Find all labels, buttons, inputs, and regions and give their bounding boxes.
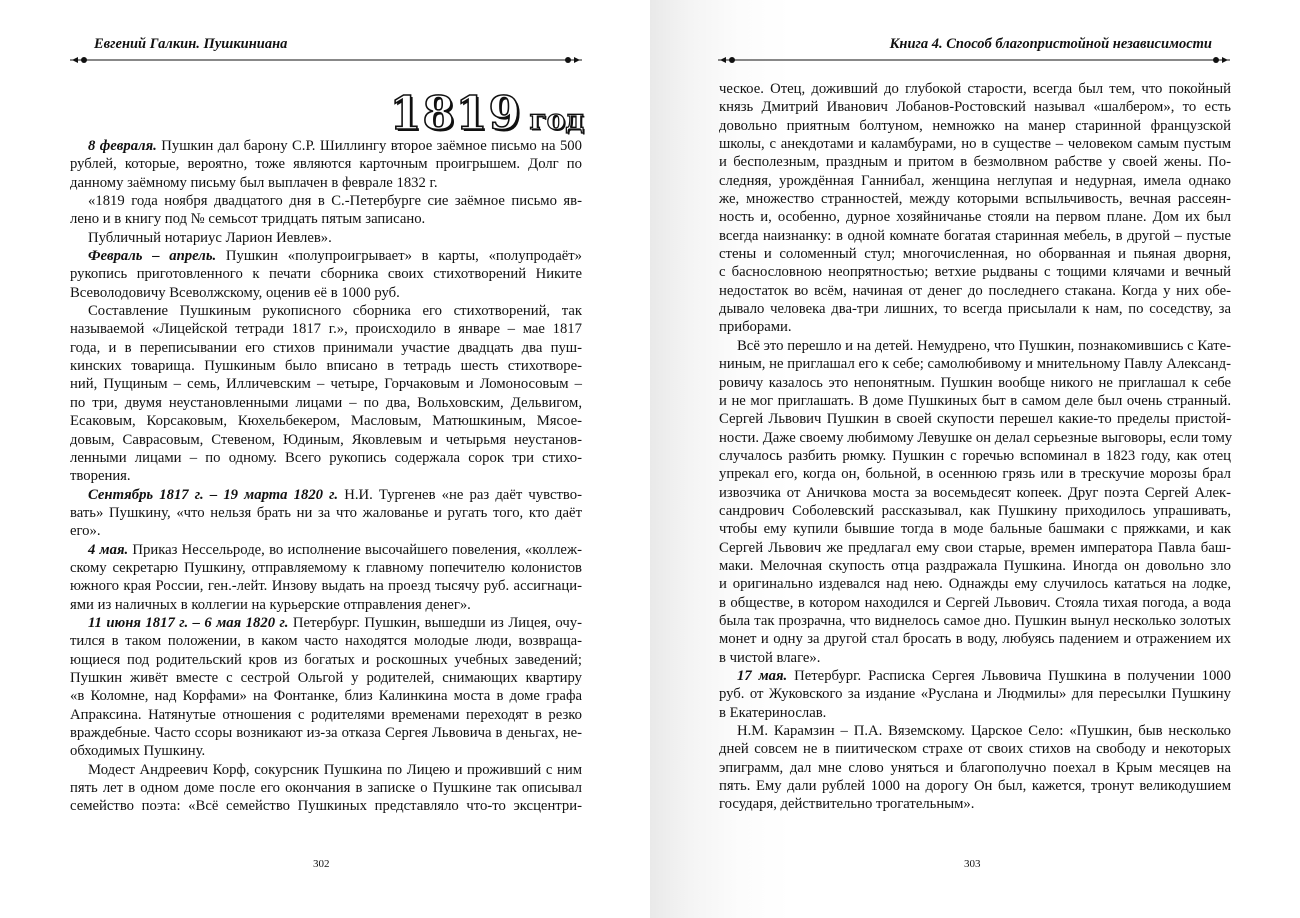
text-segment: стены и соломенный стул; многочисленная, но оборванная и пьяная дворня, [719,246,1231,263]
text-line [719,465,1231,483]
text-line [719,300,1231,318]
text-line [719,649,1231,667]
text-segment: Петербург. Пушкин, вышедши из Лицея, очу- [288,614,582,631]
text-segment: довольно приятным болтуном, немножко на манер старинной французской [719,117,1231,134]
text-line [70,541,582,559]
text-segment: чтобы ему купили бывшие тогда в моде бальные башмаки с пряжками, и как [719,521,1231,538]
text-segment: по три, двумя неустановленными лицами – по два, Вольховским, Дельвигом, [70,394,582,411]
text-segment: сандрович Соболевский рассказывал, как Пушкину приходилось упрашивать, [719,502,1231,519]
text-segment: рукопись приготовленного к печати сборника своих стихотворений Никите [70,266,582,283]
text-segment: довым, Саврасовым, Стевеном, Юдиным, Яковлевым и четырьмя неустанов- [70,431,582,448]
ornamental-rule-icon [718,55,1230,65]
ornamental-rule-icon [70,55,582,65]
text-line [719,447,1231,465]
text-segment: приборами. [719,319,792,336]
text-line [719,575,1231,593]
text-segment: Приказ Нессельроде, во исполнение высочайшего повеления, «коллеж- [128,541,582,558]
text-line [719,245,1231,263]
text-segment: Пушкин живёт вместе с сестрой Ольгой у родителей, снимающих квартиру [70,669,582,686]
text-line [70,137,582,155]
date-heading: 11 июня 1817 г. – 6 мая 1820 г. [88,614,289,631]
text-line [70,651,582,669]
text-segment: «в Коломне, над Корфами» на Фонтанке, близ Калинкина моста в доме графа [70,688,582,705]
text-line [70,706,582,724]
text-line [70,229,582,247]
text-line [70,155,582,173]
text-line [70,614,582,632]
text-line [719,520,1231,538]
text-line [70,596,582,614]
right-page [650,0,1300,918]
text-segment: пять. Ему дали рублей 1000 на дорогу Он был, кажется, тронут великодушием [719,778,1231,795]
text-segment: упрекал его, когда он, больной, в осеннюю грязь или в трескучие морозы брал [719,466,1231,483]
text-segment: скому секретарю Пушкину, отправляемому к главному попечителю колонистов [70,559,582,576]
text-segment: Сергей Львович же предлагал ему свои старые, времен императора Павла баш- [719,539,1231,556]
text-line [70,687,582,705]
text-line [70,632,582,650]
text-line [719,759,1231,777]
text-line [719,722,1231,740]
text-line [70,375,582,393]
year-heading [320,86,584,140]
text-segment: Н.М. Карамзин – П.А. Вяземскому. Царское Село: «Пушкин, быв несколько [737,723,1231,740]
text-line [70,467,582,485]
text-line [719,263,1231,281]
date-heading: Февраль – апрель. [88,248,217,265]
text-line [719,777,1231,795]
text-line [70,522,582,540]
text-line [70,559,582,577]
left-body-text [70,137,582,816]
text-segment: ями из наличных в коллегии на курьерские отправления денег». [70,596,471,613]
text-segment: Пушкин дал барону С.Р. Шиллингу второе заёмное письмо на 500 [156,138,582,154]
text-line [719,685,1231,703]
year-heading-number: 1819 [389,86,522,140]
text-segment: его». [70,523,101,540]
text-line [70,265,582,283]
text-segment: государя, действительно трогательным». [719,796,975,813]
text-segment: Петербург. Расписка Сергея Львовича Пушкина в получении 1000 [787,668,1231,684]
text-segment: ниным, не приглашал его к себе; самолюбивому и мнительному Павлу Александ- [719,356,1231,373]
text-line [719,557,1231,575]
right-running-header: Книга 4. Способ благопристойной независимости [889,36,1212,52]
text-segment: ность и, особенно, дурное хозяйничанье стояли на первом плане. Дом их был [719,209,1231,226]
text-line [719,117,1231,135]
text-segment: извозчика от Аничкова моста за восемьдесят копеек. Друг поэта Сергей Алек- [719,484,1231,501]
text-segment: кинских товарища. Пушкиным было вписано в тетрадь шесть стихотворе- [70,358,582,375]
text-segment: дней совсем не в пиитическом страхе от своих стихов на свободу и некоторых [719,741,1231,758]
right-page-number: 303 [964,858,981,870]
text-line [719,172,1231,190]
text-segment: дывало человека два-три лишних, то всегда присылали к нам, по соседству, за [719,301,1231,318]
text-line [70,174,582,192]
text-line [719,98,1231,116]
text-line [70,431,582,449]
text-segment: в обществе, в котором находился и Сергей Львович. Стояла тихая погода, а вода [719,594,1231,611]
text-segment: ческое. Отец, доживший до глубокой старости, всегда был тем, что покойный [719,81,1231,97]
text-segment: Есаковым, Корсаковым, Кюхельбекером, Масловым, Матюшкиным, Мясое- [70,413,582,430]
text-line [719,282,1231,300]
text-line [719,630,1231,648]
year-heading-word: год [529,103,584,136]
date-heading: Сентябрь 1817 г. – 19 марта 1820 г. [88,486,339,503]
left-running-header: Евгений Галкин. Пушкиниана [94,36,288,52]
text-line [70,284,582,302]
text-segment: князь Дмитрий Иванович Лобанов-Ростовский называл «шалбером», то есть [719,99,1231,116]
text-segment: семейство поэта: «Всё семейство Пушкиных представляло что-то эксцентри- [70,798,582,815]
text-segment: следняя, урождённая Ганнибал, женщина неглупая и недурная, имела однако [719,172,1231,189]
date-heading: 8 февраля. [88,138,157,154]
text-segment: в Екатеринослав. [719,704,827,721]
text-line [719,318,1231,336]
text-segment: враждебные. Часто ссоры возникают из-за отказа Сергея Львовича в деньгах, не- [70,725,582,741]
text-segment: с баснословною неопрятностью; ветхие рыдваны с тощими клячами и вечный [719,264,1231,281]
text-line [719,429,1231,447]
text-line [70,339,582,357]
text-segment: пять лет в одном доме после его окончания в записке о Пушкине так описывал [70,780,582,797]
text-segment: Модест Андреевич Корф, сокурсник Пушкина по Лицею и проживший с ним [88,761,582,778]
text-line [719,153,1231,171]
text-line [70,761,582,779]
text-line [70,412,582,430]
text-line [719,80,1231,98]
text-line [70,486,582,504]
text-segment: Сергей Львович Пушкин в своей скупости перешел какие-то пределы пристой- [719,411,1231,428]
text-segment: маки. Мелочная скупость отца раздражала Пушкина. Иногда он довольно зло [719,557,1231,574]
text-segment: ности. Даже своему любимому Левушке он делал серьезные выговоры, если тому [719,429,1233,446]
text-line [719,208,1231,226]
text-segment: творения. [70,468,131,485]
text-line [70,357,582,375]
text-line [70,320,582,338]
text-line [719,667,1231,685]
text-segment: «1819 года ноября двадцатого дня в С.-Петербурге сие заёмное письмо яв- [88,193,582,210]
date-heading: 4 мая. [88,541,129,558]
text-segment: же, множество странностей, между которыми вспыльчивость, вечная рассеян- [719,191,1231,208]
text-segment: рублей, которые, вероятно, тоже являются карточным проигрышем. Долг по [70,156,582,173]
text-line [70,504,582,522]
text-segment: ющиеся под родительский кров из богатых и роскошных учебных заведений; [70,651,582,668]
left-header-rule [70,55,582,65]
text-line [719,337,1231,355]
text-line [719,355,1231,373]
text-line [719,374,1231,392]
text-line [70,742,582,760]
text-segment: и не мог приглашать. В доме Пушкиных быт в самом деле был очень странный. [719,392,1231,409]
text-line [70,779,582,797]
text-line [70,210,582,228]
left-page-number: 302 [313,858,330,870]
text-line [70,302,582,320]
text-segment: Н.И. Тургенев «не раз даёт чувство- [338,486,582,503]
text-segment: ний, Пущиным – семь, Илличевским – четыре, Горчаковым и Ломоносовым – [70,376,582,393]
text-segment: Всё это перешло и на детей. Немудрено, что Пушкин, познакомившись с Кате- [737,337,1231,354]
text-line [70,247,582,265]
text-line [719,227,1231,245]
text-line [719,135,1231,153]
text-segment: Апраксина. Натянутые отношения с родителями временами переходят в резко [70,706,582,723]
text-line [70,192,582,210]
text-segment: южного края России, ген.-лейт. Инзову выдать на проезд тысячу руб. ассигнаци- [70,578,582,595]
text-segment: школы, с анекдотами и каламбурами, но в существе – человеком самым пустым [719,136,1231,153]
text-segment: руб. от Жуковского за издание «Руслана и Людмилы» для пересылки Пушкину [719,686,1231,703]
text-line [719,190,1231,208]
text-line [719,410,1231,428]
date-heading: 17 мая. [737,668,788,684]
text-segment: была так прозрачна, что виднелось самое дно. Пушкин вынул несколько золотых [719,612,1231,629]
text-segment: вать» Пушкину, «что нельзя брать ни за что жалованье и ругать того, кто даёт [70,504,582,521]
text-line [719,594,1231,612]
text-line [719,392,1231,410]
text-line [719,795,1231,813]
text-segment: называемой «Лицейской тетради 1817 г.», происходило в январе – мае 1817 [70,321,582,338]
text-segment: обходимых Пушкину. [70,743,206,760]
text-segment: ленными лицами – по одному. Всего рукопись содержала сорок три стихо- [70,449,582,466]
text-segment: монет и одну за другой стал бросать в воду, любуясь падением и отражением их [719,631,1231,648]
text-segment: всегда наизнанку: в одной комнате богатая старинная мебель, в другой – пустые [719,227,1231,244]
text-line [70,449,582,467]
text-segment: и бесполезным, праздным и притом в безмолвном рабстве у своей жены. По- [719,154,1231,171]
text-segment: Составление Пушкиным рукописного сборника его стихотворений, так [88,303,582,320]
text-segment: года, и в переписывании его стихов принимали участие двадцать два пуш- [70,339,582,356]
text-line [70,394,582,412]
text-segment: и оригинально издевался над нею. Однажды ему случилось кататься на лодке, [719,576,1231,593]
text-segment: ровичу казалось это непонятным. Пушкин вообще никого не приглашал к себе [719,374,1231,391]
text-segment: эпиграмм, дал мне слово уняться и благополучно поехал в Крым месяцев на [719,759,1231,776]
text-line [70,577,582,595]
text-segment: случалось разбить рюмку. Пушкин с горечью вспоминал в 1823 году, как отец [719,447,1231,464]
text-segment: Публичный нотариус Ларион Иевлев». [88,229,332,246]
text-line [719,740,1231,758]
text-line [70,797,582,815]
text-segment: в чистой влаге». [719,649,821,666]
text-segment: недостаток во всём, начиная от денег до последнего стакана. Когда у них обе- [719,282,1231,299]
text-segment: Всеволодовичу Всеволжскому, оценив её в 1000 руб. [70,284,400,301]
text-line [719,484,1231,502]
text-line [719,612,1231,630]
text-line [719,539,1231,557]
text-line [70,669,582,687]
right-header-rule [718,55,1230,65]
right-body-text [719,80,1231,814]
text-line [719,502,1231,520]
text-line [70,724,582,742]
text-segment: данному заёмному письму был выплачен в феврале 1832 г. [70,174,438,191]
text-line [719,704,1231,722]
text-segment: тился в таком положении, в каком часто находятся молодые люди, возвраща- [70,633,582,650]
text-segment: Пушкин «полупроигрывает» в карты, «полупродаёт» [216,248,582,265]
text-segment: лено и в книгу под № семьсот тридцать пятым записано. [70,211,426,228]
